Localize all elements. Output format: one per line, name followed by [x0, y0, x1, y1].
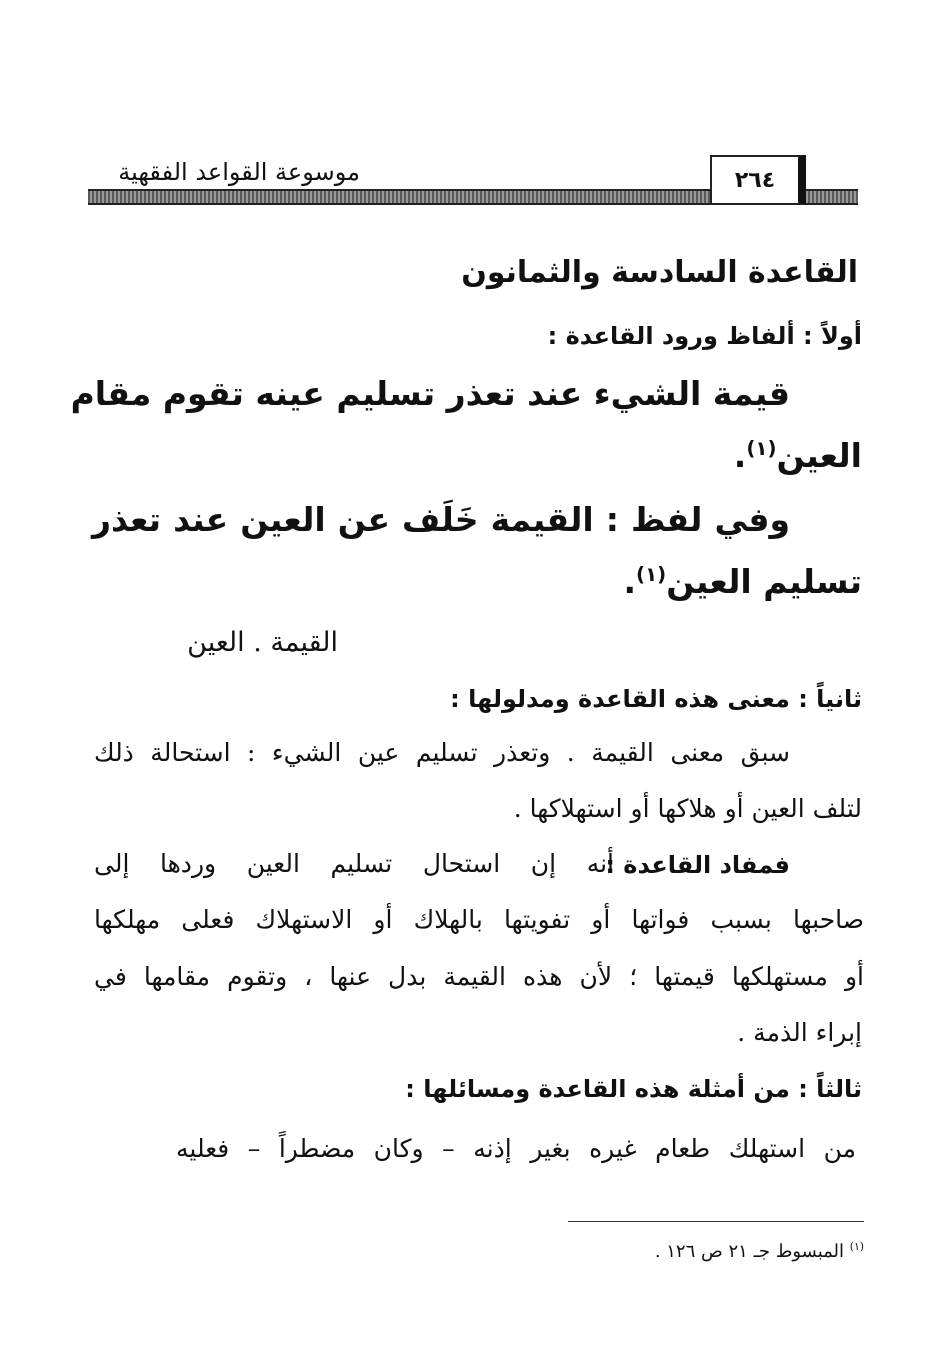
footnote-ref: (١)	[746, 437, 777, 460]
rule-text-line-1: قيمة الشيء عند تعذر تسليم عينه تقوم مقام	[70, 374, 790, 413]
purport-line-4: إبراء الذمة .	[737, 1018, 862, 1047]
example-line-1: من استهلك طعام غيره بغير إذنه – وكان مضطراً – فعليه	[176, 1134, 856, 1163]
footnote-marker: (١)	[849, 1240, 864, 1253]
rule-text-line-2	[734, 436, 862, 475]
purport-line-1: أنه إن استحال تسليم العين وردها إلى	[94, 849, 614, 878]
variant-text-line-1: وفي لفظ : القيمة خَلَف عن العين عند تعذر	[92, 500, 790, 539]
page-number-box	[710, 155, 806, 205]
variant-text-period: .	[623, 562, 637, 601]
keywords: القيمة . العين	[187, 627, 338, 658]
page-number: ٢٦٤	[734, 167, 776, 193]
purport-line-2: صاحبها بسبب فواتها أو تفويتها بالهلاك أو الاستهلاك فعلى مهلكها	[94, 905, 864, 934]
section-heading-third: ثالثاً : من أمثلة هذه القاعدة ومسائلها :	[405, 1075, 862, 1103]
rule-title: القاعدة السادسة والثمانون	[461, 255, 858, 290]
running-title: موسوعة القواعد الفقهية	[118, 158, 360, 186]
footnote-separator	[568, 1221, 864, 1222]
rule-text-period: .	[733, 436, 747, 475]
section-heading-first: أولاً : ألفاظ ورود القاعدة :	[547, 322, 862, 350]
variant-text-line-2	[624, 562, 863, 601]
meaning-line-2: لتلف العين أو هلاكها أو استهلاكها .	[513, 794, 862, 823]
footnote	[655, 1240, 864, 1262]
purport-label: فمفاد القاعدة :	[605, 851, 790, 879]
footnote-text: المبسوط جـ ٢١ ص ١٢٦ .	[654, 1241, 845, 1262]
footnote-ref: (١)	[636, 563, 667, 586]
section-heading-second: ثانياً : معنى هذه القاعدة ومدلولها :	[450, 685, 862, 713]
rule-text-word: العين	[776, 436, 862, 475]
variant-text-words: تسليم العين	[666, 562, 862, 601]
meaning-line-1: سبق معنى القيمة . وتعذر تسليم عين الشيء : استحالة ذلك	[94, 738, 790, 767]
purport-line-3: أو مستهلكها قيمتها ؛ لأن هذه القيمة بدل عنها ، وتقوم مقامها في	[94, 962, 864, 991]
